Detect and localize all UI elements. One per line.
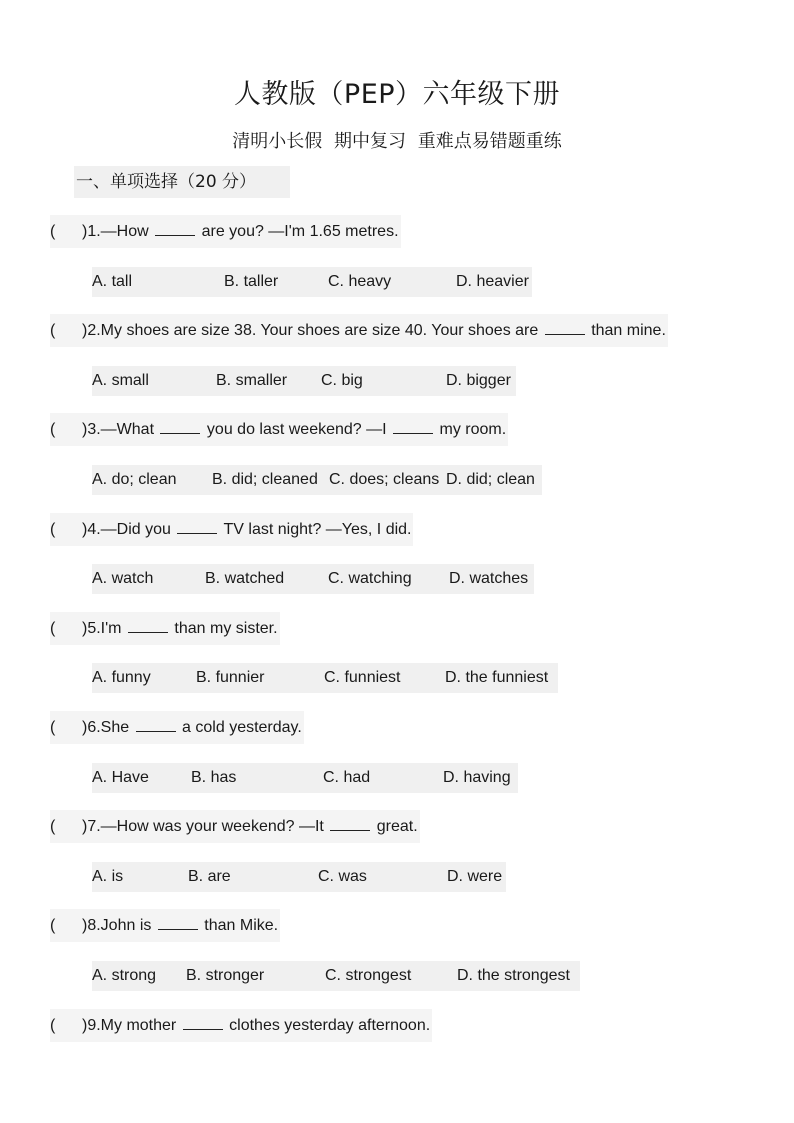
option-a: A. funny xyxy=(92,669,151,686)
answer-bracket[interactable]: ( ) xyxy=(50,917,88,934)
option-d: D. the funniest xyxy=(445,669,549,686)
option-c: C. was xyxy=(318,868,367,885)
answer-blank xyxy=(177,515,217,534)
question-3 xyxy=(50,413,508,446)
option-b: B. has xyxy=(191,769,237,786)
option-b: B. are xyxy=(188,868,231,885)
options-row xyxy=(92,465,542,495)
option-c: C. heavy xyxy=(328,273,392,290)
question-text: clothes yesterday afternoon. xyxy=(229,1017,431,1034)
question-text: you do last weekend? —I xyxy=(206,421,387,438)
question-text: —What xyxy=(100,421,155,438)
section-heading: 一、单项选择（20 分） xyxy=(74,166,290,198)
question-text: She xyxy=(100,719,130,736)
question-number: 1. xyxy=(87,223,101,240)
answer-bracket[interactable]: ( ) xyxy=(50,1017,88,1034)
question-text: my room. xyxy=(439,421,507,438)
option-d: D. watches xyxy=(449,570,529,587)
question-text: than mine. xyxy=(591,322,666,339)
option-c: C. does; cleans xyxy=(329,471,440,488)
question-text: —How xyxy=(100,223,149,240)
question-number: 2. xyxy=(87,322,101,339)
answer-blank xyxy=(330,812,370,831)
question-number: 6. xyxy=(87,719,101,736)
question-6 xyxy=(50,711,304,744)
answer-bracket[interactable]: ( ) xyxy=(50,322,88,339)
question-7 xyxy=(50,810,420,843)
page-subtitle: 清明小长假 期中复习 重难点易错题重练 xyxy=(232,131,562,152)
option-a: A. Have xyxy=(92,769,149,786)
option-b: B. taller xyxy=(224,273,279,290)
question-text: a cold yesterday. xyxy=(182,719,302,736)
question-number: 5. xyxy=(87,620,101,637)
option-b: B. stronger xyxy=(186,967,265,984)
question-8 xyxy=(50,909,280,942)
question-text: great. xyxy=(376,818,418,835)
answer-bracket[interactable]: ( ) xyxy=(50,521,88,538)
option-a: A. small xyxy=(92,372,149,389)
option-c: C. had xyxy=(323,769,371,786)
answer-bracket[interactable]: ( ) xyxy=(50,719,88,736)
answer-bracket[interactable]: ( ) xyxy=(50,818,88,835)
options-row xyxy=(92,267,532,297)
question-number: 3. xyxy=(87,421,101,438)
answer-blank xyxy=(160,415,200,434)
option-d: D. having xyxy=(443,769,511,786)
answer-blank xyxy=(183,1011,223,1030)
question-text: —How was your weekend? —It xyxy=(100,818,324,835)
option-d: D. bigger xyxy=(446,372,511,389)
question-text: are you? —I'm 1.65 metres. xyxy=(201,223,399,240)
options-row xyxy=(92,663,558,693)
answer-blank xyxy=(545,316,585,335)
option-c: C. watching xyxy=(328,570,412,587)
option-b: B. funnier xyxy=(196,669,265,686)
answer-blank xyxy=(393,415,433,434)
option-c: C. strongest xyxy=(325,967,412,984)
options-row xyxy=(92,862,506,892)
option-c: C. funniest xyxy=(324,669,401,686)
question-2 xyxy=(50,314,668,347)
option-b: B. did; cleaned xyxy=(212,471,318,488)
option-a: A. is xyxy=(92,868,124,885)
option-a: A. strong xyxy=(92,967,157,984)
question-text: My mother xyxy=(100,1017,177,1034)
option-d: D. were xyxy=(447,868,503,885)
page-title: 人教版（PEP）六年级下册 xyxy=(233,79,561,110)
answer-blank xyxy=(128,614,168,633)
question-number: 7. xyxy=(87,818,101,835)
question-text: My shoes are size 38. Your shoes are size 40. Your shoes are xyxy=(100,322,539,339)
options-row xyxy=(92,763,518,793)
question-1 xyxy=(50,215,401,248)
answer-bracket[interactable]: ( ) xyxy=(50,421,88,438)
options-row xyxy=(92,564,534,594)
options-row xyxy=(92,961,580,991)
question-9 xyxy=(50,1009,432,1042)
option-d: D. did; clean xyxy=(446,471,535,488)
question-number: 9. xyxy=(87,1017,101,1034)
option-b: B. smaller xyxy=(216,372,288,389)
question-text: —Did you xyxy=(100,521,171,538)
answer-blank xyxy=(136,713,176,732)
question-text: I'm xyxy=(100,620,122,637)
answer-bracket[interactable]: ( ) xyxy=(50,223,88,240)
option-d: D. heavier xyxy=(456,273,529,290)
question-text: than Mike. xyxy=(204,917,279,934)
question-text: John is xyxy=(100,917,152,934)
question-number: 8. xyxy=(87,917,101,934)
option-d: D. the strongest xyxy=(457,967,570,984)
question-5 xyxy=(50,612,280,645)
answer-blank xyxy=(158,911,198,930)
question-text: than my sister. xyxy=(174,620,278,637)
options-row xyxy=(92,366,516,396)
answer-bracket[interactable]: ( ) xyxy=(50,620,88,637)
option-a: A. watch xyxy=(92,570,154,587)
option-c: C. big xyxy=(321,372,363,389)
question-number: 4. xyxy=(87,521,101,538)
question-text: TV last night? —Yes, I did. xyxy=(223,521,412,538)
answer-blank xyxy=(155,217,195,236)
option-b: B. watched xyxy=(205,570,285,587)
question-4 xyxy=(50,513,413,546)
option-a: A. tall xyxy=(92,273,133,290)
option-a: A. do; clean xyxy=(92,471,177,488)
